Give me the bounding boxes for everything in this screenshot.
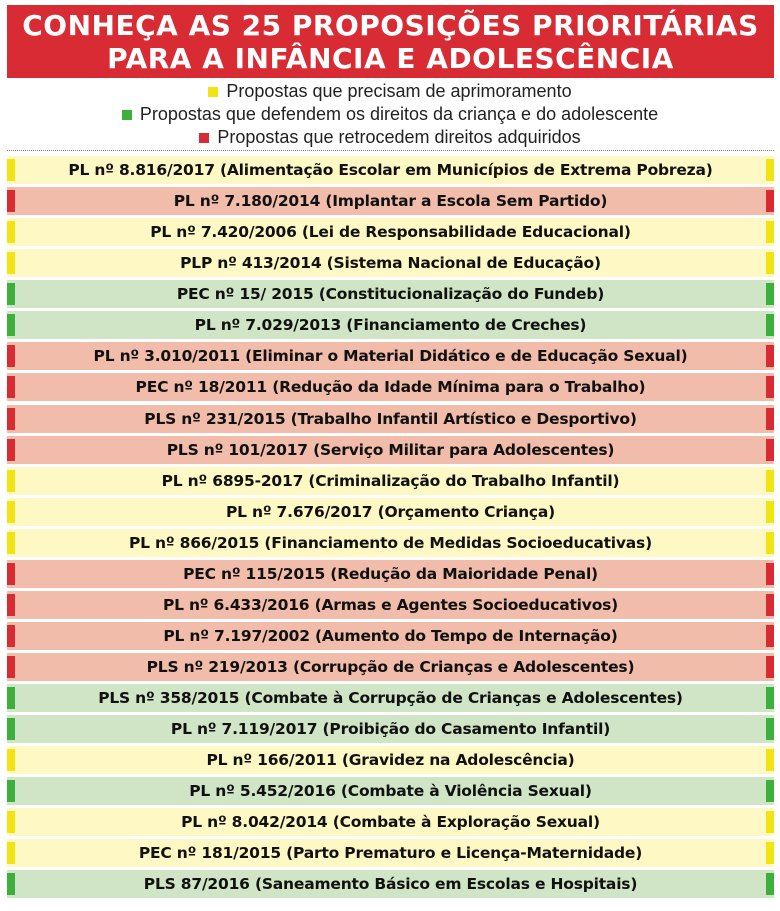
status-marker-green: [7, 780, 15, 802]
status-marker-green: [7, 283, 15, 305]
proposition-row: [7, 870, 774, 898]
proposition-label: PL nº 8.042/2014 (Combate à Exploração Sexual): [181, 813, 600, 832]
proposition-row: [7, 249, 774, 277]
status-marker-green: [766, 283, 774, 305]
status-marker-red: [766, 408, 774, 430]
status-marker-green: [766, 314, 774, 336]
proposition-row: [7, 156, 774, 184]
legend-item-yellow: [0, 80, 780, 103]
proposition-row: [7, 311, 774, 339]
proposition-row: [7, 746, 774, 774]
proposition-row: [7, 684, 774, 712]
status-marker-red: [766, 656, 774, 678]
proposition-label: PL nº 6895-2017 (Criminalização do Trabalho Infantil): [161, 471, 620, 490]
proposition-row: [7, 529, 774, 557]
legend-label: Propostas que defendem os direitos da criança e do adolescente: [139, 104, 659, 124]
divider: [7, 150, 774, 151]
proposition-label: PEC nº 18/2011 (Redução da Idade Mínima para o Trabalho): [135, 378, 646, 397]
header-banner: [7, 5, 774, 78]
legend-item-red: [0, 126, 780, 149]
status-marker-red: [7, 345, 15, 367]
status-marker-red: [766, 190, 774, 212]
proposition-row: [7, 560, 774, 588]
status-marker-yellow: [7, 470, 15, 492]
status-marker-red: [766, 376, 774, 398]
status-marker-red: [766, 625, 774, 647]
status-marker-yellow: [7, 811, 15, 833]
proposition-row: [7, 808, 774, 836]
status-marker-green: [766, 718, 774, 740]
proposition-label: PLS nº 101/2017 (Serviço Militar para Adolescentes): [166, 440, 615, 459]
status-marker-yellow: [7, 159, 15, 181]
status-marker-red: [766, 439, 774, 461]
proposition-label: PL nº 3.010/2011 (Eliminar o Material Didático e de Educação Sexual): [93, 347, 688, 366]
status-marker-green: [7, 314, 15, 336]
proposition-row: [7, 777, 774, 805]
legend-label: Propostas que precisam de aprimoramento: [226, 81, 572, 101]
status-marker-red: [7, 439, 15, 461]
proposition-label: PLS nº 219/2013 (Corrupção de Crianças e Adolescentes): [146, 658, 635, 676]
proposition-label: PL nº 7.676/2017 (Orçamento Criança): [225, 502, 556, 521]
status-marker-yellow: [7, 252, 15, 274]
proposition-row: [7, 373, 774, 401]
proposition-row: [7, 467, 774, 495]
legend: [0, 80, 780, 149]
status-marker-red: [7, 563, 15, 585]
proposition-label: PL nº 6.433/2016 (Armas e Agentes Socioeducativos): [162, 595, 619, 614]
status-marker-red: [766, 563, 774, 585]
proposition-row: [7, 436, 774, 464]
proposition-label: PLS nº 358/2015 (Combate à Corrupção de Crianças e Adolescentes): [98, 689, 683, 708]
status-marker-yellow: [7, 842, 15, 864]
proposition-list: [7, 156, 774, 902]
proposition-row: [7, 280, 774, 308]
status-marker-green: [766, 873, 774, 895]
proposition-label: PLP nº 413/2014 (Sistema Nacional de Educação): [180, 254, 601, 273]
status-marker-yellow: [766, 811, 774, 833]
proposition-label: PEC nº 115/2015 (Redução da Maioridade Penal): [183, 564, 598, 583]
legend-item-green: [0, 103, 780, 126]
proposition-label: PEC nº 15/ 2015 (Constitucionalização do Fundeb): [176, 285, 605, 304]
status-marker-yellow: [766, 749, 774, 771]
status-marker-green: [766, 687, 774, 709]
legend-swatch-green: [122, 110, 132, 120]
proposition-row: [7, 591, 774, 619]
status-marker-green: [766, 780, 774, 802]
proposition-row: [7, 715, 774, 743]
proposition-row: [7, 839, 774, 867]
status-marker-green: [7, 718, 15, 740]
status-marker-red: [7, 625, 15, 647]
title-line-1: CONHEÇA AS 25 PROPOSIÇÕES PRIORITÁRIAS: [22, 9, 759, 42]
proposition-label: PLS 87/2016 (Saneamento Básico em Escolas e Hospitais): [143, 875, 638, 894]
status-marker-yellow: [766, 252, 774, 274]
proposition-label: PL nº 5.452/2016 (Combate à Violência Sexual): [189, 782, 592, 801]
proposition-row: [7, 622, 774, 650]
status-marker-yellow: [766, 221, 774, 243]
proposition-row: [7, 498, 774, 526]
status-marker-red: [766, 345, 774, 367]
legend-swatch-yellow: [208, 87, 218, 97]
status-marker-yellow: [766, 501, 774, 523]
status-marker-red: [7, 376, 15, 398]
status-marker-yellow: [7, 501, 15, 523]
title-line-2: PARA A INFÂNCIA E ADOLESCÊNCIA: [107, 42, 674, 75]
proposition-label: PL nº 7.119/2017 (Proibição do Casamento Infantil): [170, 720, 611, 739]
status-marker-red: [7, 656, 15, 678]
status-marker-yellow: [766, 842, 774, 864]
status-marker-red: [766, 594, 774, 616]
status-marker-yellow: [7, 749, 15, 771]
status-marker-red: [7, 408, 15, 430]
proposition-label: PL nº 7.420/2006 (Lei de Responsabilidade Educacional): [150, 223, 631, 242]
proposition-row: [7, 342, 774, 370]
legend-label: Propostas que retrocedem direitos adquiridos: [217, 127, 581, 147]
status-marker-yellow: [7, 221, 15, 243]
proposition-label: PL nº 7.029/2013 (Financiamento de Creches): [194, 316, 587, 335]
proposition-label: PL nº 166/2011 (Gravidez na Adolescência): [206, 751, 575, 770]
status-marker-yellow: [7, 532, 15, 554]
status-marker-yellow: [766, 532, 774, 554]
status-marker-yellow: [766, 159, 774, 181]
status-marker-red: [7, 190, 15, 212]
status-marker-red: [7, 594, 15, 616]
legend-swatch-red: [199, 133, 209, 143]
proposition-row: [7, 218, 774, 246]
proposition-row: [7, 653, 774, 681]
status-marker-yellow: [766, 470, 774, 492]
proposition-label: PLS nº 231/2015 (Trabalho Infantil Artístico e Desportivo): [144, 409, 637, 428]
proposition-row: [7, 405, 774, 433]
proposition-label: PL nº 8.816/2017 (Alimentação Escolar em Municípios de Extrema Pobreza): [68, 161, 713, 179]
proposition-row: [7, 187, 774, 215]
status-marker-green: [7, 873, 15, 895]
proposition-label: PEC nº 181/2015 (Parto Prematuro e Licença-Maternidade): [138, 844, 643, 863]
status-marker-green: [7, 687, 15, 709]
proposition-label: PL nº 7.197/2002 (Aumento do Tempo de Internação): [163, 626, 618, 645]
proposition-label: PL nº 7.180/2014 (Implantar a Escola Sem Partido): [173, 192, 608, 211]
proposition-label: PL nº 866/2015 (Financiamento de Medidas Socioeducativas): [129, 533, 652, 552]
